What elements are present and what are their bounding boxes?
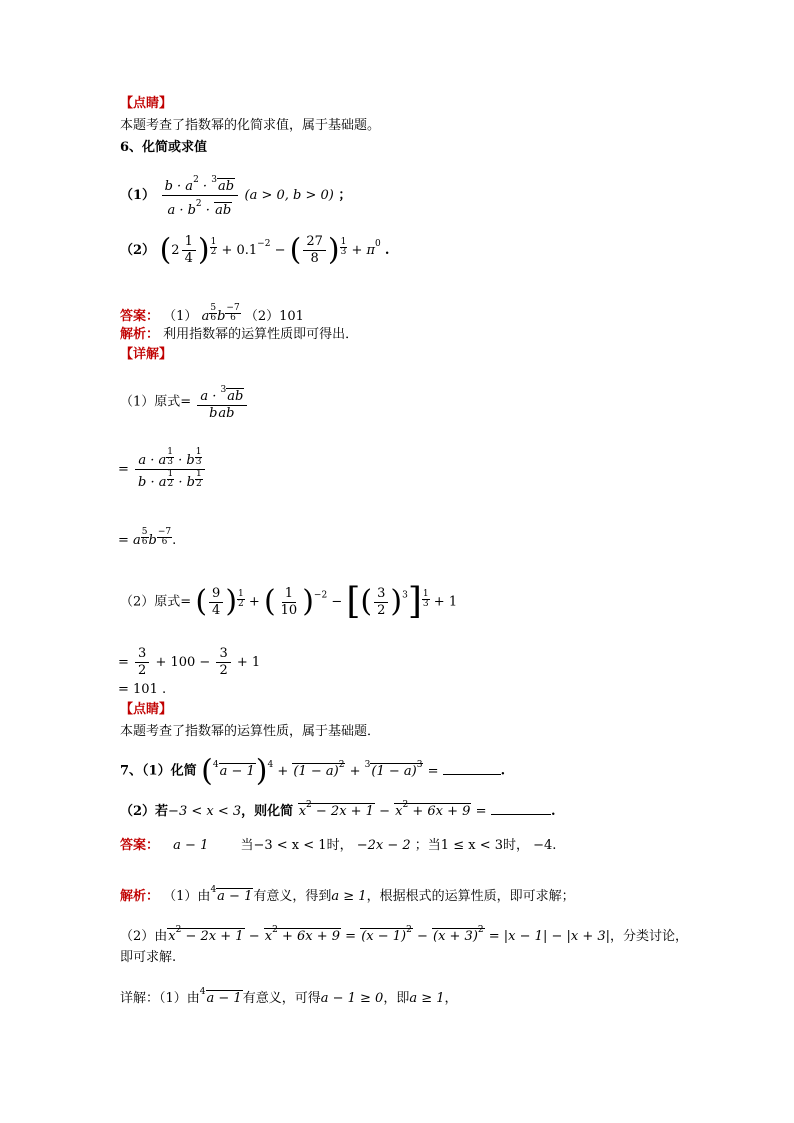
detail-step-5: = $\frac{3}{2}$ + 100 − $\frac{3}{2}$ + 1 <box>118 646 261 678</box>
analysis-label-7: 解析： <box>120 889 160 904</box>
problem-7-title: 7、（1）化简 <box>120 763 197 779</box>
answer-blank-1[interactable] <box>443 762 501 775</box>
comment-tag: 【点睛】 <box>120 96 173 111</box>
problem-7-part-1: 7、（1）化简 $(^4a - 1)^4 + (1 - a)^2 + ^3(1 - a)^3$ = . <box>120 753 506 788</box>
expression: (2 $\frac{1}{4}$ ) $\frac{1}{2}$ + $0.1^{-2}$ − ( $\frac{27}{8}$ ) $\frac{1}{3}$ + $\pi^0$ <box>159 232 381 268</box>
answer-part-1: （1） <box>163 309 198 324</box>
part-2-mid: ，则化简 <box>241 804 294 819</box>
analysis-text: 利用指数幂的运算性质即可得出． <box>163 327 359 342</box>
analysis-text-2b: ，分类讨论， <box>610 929 689 944</box>
semicolon: ； <box>338 188 352 203</box>
answer-expr-1: −2x − 2 <box>356 838 411 853</box>
answer-7 <box>120 838 556 854</box>
answer-label-7: 答案： <box>120 838 160 853</box>
analysis-text-1c: ，根据根式的运算性质，即可求解； <box>366 889 575 904</box>
analysis-text-2a: （2）由 <box>120 929 168 944</box>
comment-text: 本题考查了指数幂的化简求值，属于基础题。 <box>120 118 381 133</box>
summary-text: 本题考查了指数幂的运算性质，属于基础题． <box>120 724 381 739</box>
analysis-7-line-1: 解析： （1）由$^4$a − 1有意义，得到a ≥ 1，根据根式的运算性质，即可求解； <box>120 885 575 904</box>
detail-text-d: ， <box>444 991 458 1006</box>
analysis-7-line-3: 即可求解. <box>120 950 177 965</box>
detail-step-3: = a $\frac{5}{6}$ b $\frac{-7}{6}$ . <box>118 527 177 548</box>
detail-text-a: 详解：（1）由 <box>120 991 200 1006</box>
analysis-6 <box>120 327 358 343</box>
answer-label: 答案： <box>120 309 160 324</box>
answer-part-1: a − 1 <box>173 838 209 853</box>
problem-6-part-2 <box>120 234 389 267</box>
detail-step-2: = a · a $\frac{1}{3}$ · b $\frac{1}{3}$ b · a $\frac{1}{2}$ · b $\frac{1}{2}$ <box>118 448 208 491</box>
problem-6-title: 6、化简或求值 <box>120 140 208 155</box>
detail-text-c: ，即 <box>383 991 410 1006</box>
answer-blank-2[interactable] <box>491 802 551 815</box>
part-1-label: （1） <box>120 188 156 203</box>
analysis-7-line-2: （2）由$x^2 - 2x + 1 - x^2 + 6x + 9 = (x - 1)^2 - (x + 3)^2 = |x - 1| - |x + 3|$，分类讨论， <box>120 925 689 944</box>
answer-part-2: （2）101 <box>244 309 304 324</box>
part-2-prefix: （2）若 <box>120 804 169 819</box>
detail-7-line: 详解：（1）由$^4$a − 1有意义，可得a − 1 ≥ 0，即a ≥ 1， <box>120 987 458 1006</box>
fraction: $\frac{b \cdot a^2 \cdot ^3ab}{a \cdot b^2 \cdot ab}$ <box>162 172 238 219</box>
step-label: （1）原式= <box>120 394 192 410</box>
detail-step-4: （2）原式= ( $\frac{9}{4}$ ) $\frac{1}{2}$ + ( $\frac{1}{10}$ )$^{-2}$ − [( $\frac{3}{2}$ )$^3$] $\frac{1}{3}$ + 1 <box>120 581 458 622</box>
detail-text-b: 有意义，可得 <box>242 991 321 1006</box>
period: . <box>384 243 390 258</box>
detail-result: = 101 . <box>118 682 167 697</box>
part-2-label: （2） <box>120 243 156 258</box>
detail-tag: 【详解】 <box>120 347 173 362</box>
analysis-label: 解析： <box>120 327 160 342</box>
comment-tag-2: 【点睛】 <box>120 702 173 717</box>
answer-6: 答案： （1） a $\frac{5}{6}$ b $\frac{-7}{6}$ （2）101 <box>120 303 304 324</box>
analysis-text-1b: 有意义，得到 <box>253 889 332 904</box>
analysis-text-1a: （1）由 <box>163 889 211 904</box>
detail-step-1 <box>120 382 249 422</box>
problem-6-part-1 <box>120 172 351 219</box>
problem-7-part-2: （2）若−3 < x < 3，则化简 $x^2 - 2x + 1 - x^2 + 6x + 9$ = . <box>120 800 556 819</box>
fraction: $\frac{a \cdot ^3ab}{\text{bab}}$ <box>197 382 247 422</box>
answer-case-2: ；当1 ≤ x < 3时， <box>414 838 529 853</box>
answer-case-1: 当−3 < x < 1时， <box>240 838 353 853</box>
condition: (a > 0, b > 0) <box>244 188 334 203</box>
step-label-2: （2）原式= <box>120 594 192 610</box>
answer-expr-2: −4. <box>533 838 557 853</box>
